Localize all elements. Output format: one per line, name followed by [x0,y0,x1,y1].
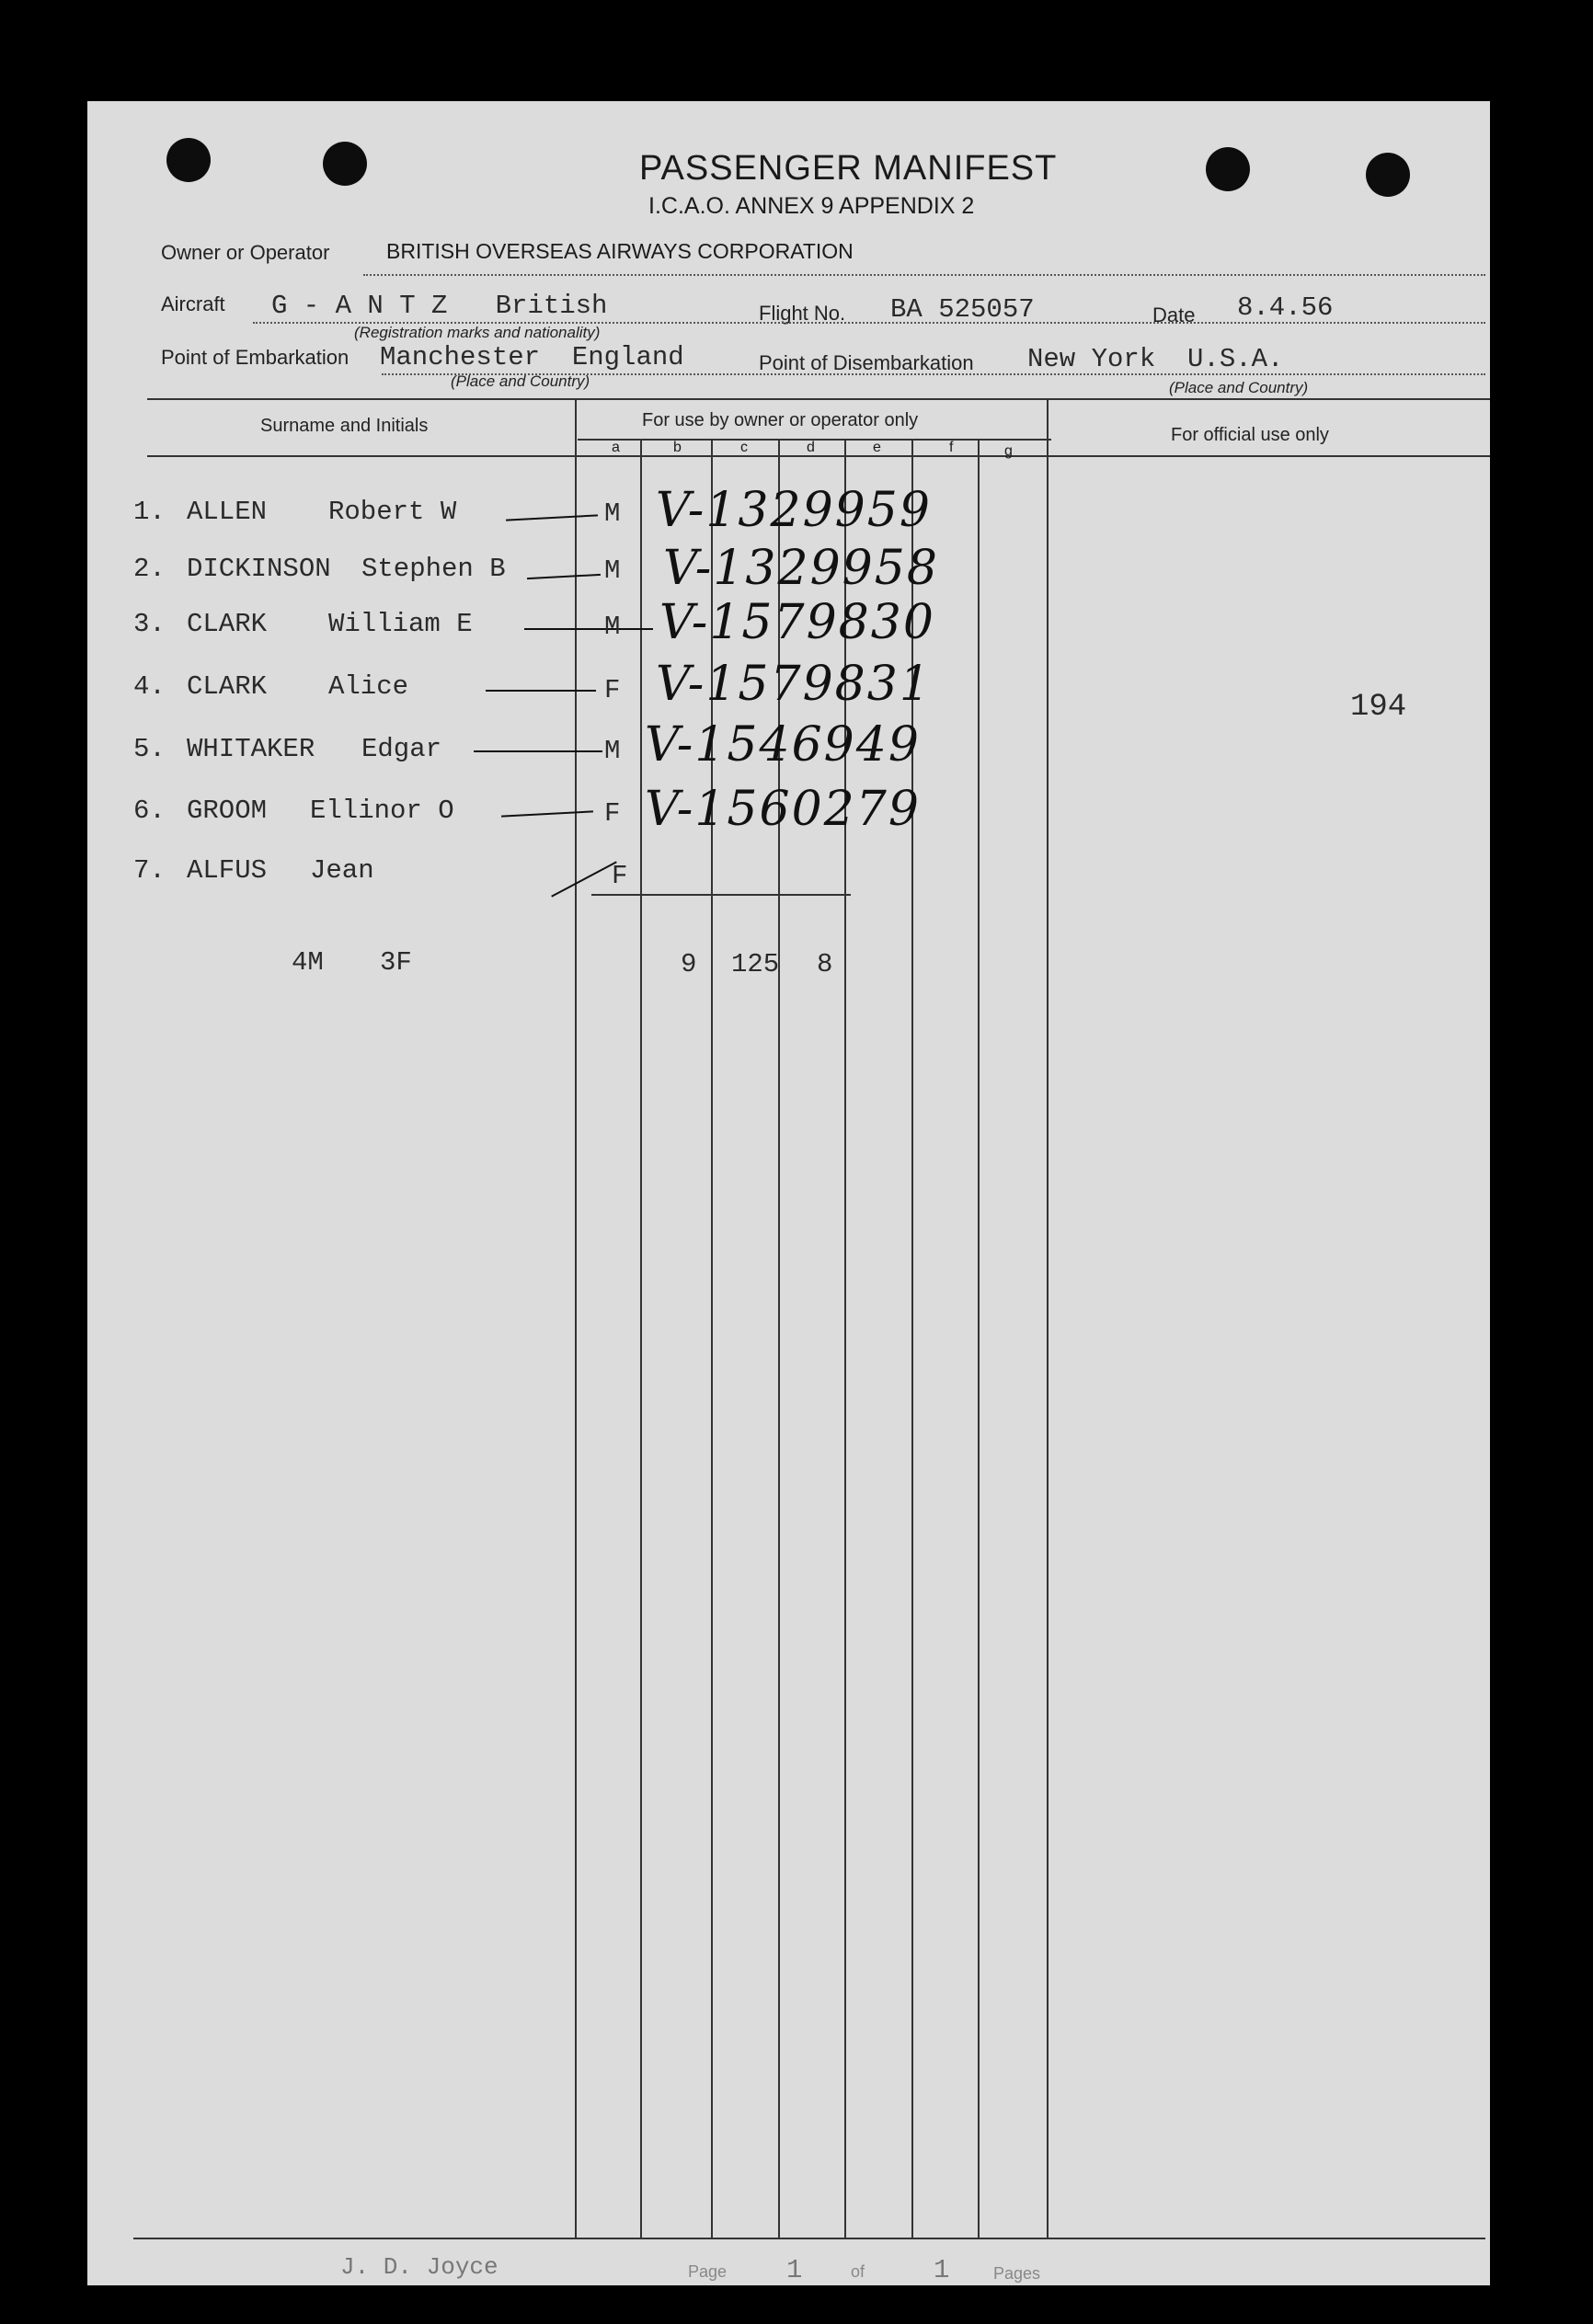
row-connector-line [524,628,653,630]
footer-page-total: 1 [934,2255,950,2285]
aircraft-value: G - A N T Z British [271,291,608,321]
row-initials: Robert W [328,497,457,527]
subcol-e: e [873,440,881,455]
row-initials: Edgar [361,734,442,764]
owner-value: BRITISH OVERSEAS AIRWAYS CORPORATION [386,239,854,263]
table-header-rule [147,455,1490,457]
row-handwritten-ref: V-1329958 [663,541,939,596]
col-rule-surname [575,398,577,2238]
row-sex: F [604,798,621,829]
col-rule-f [978,439,980,2238]
date-value: 8.4.56 [1237,292,1334,323]
total-male: 4M [292,947,324,978]
row-sex: M [604,555,621,586]
row-sex: M [604,612,621,642]
row-surname: WHITAKER [187,734,315,764]
row-initials: William E [328,609,473,639]
row-surname: DICKINSON [187,554,331,584]
row-handwritten-ref: V-1579831 [656,657,932,712]
flight-value: BA 525057 [890,294,1035,325]
subcol-a: a [612,440,620,455]
row-initials: Stephen B [361,554,506,584]
table-top-rule [147,398,1490,400]
embark-dotline [382,373,1485,375]
owner-dotline [363,274,1485,276]
disembark-value: New York U.S.A. [1027,344,1284,374]
aircraft-note: (Registration marks and nationality) [354,324,601,341]
total-col-b: 9 [681,949,697,979]
col-official-header: For official use only [1171,425,1329,445]
row-7-underline [591,894,851,896]
embark-value: Manchester England [380,342,684,372]
aircraft-dotline [253,322,1485,324]
row-sex: F [612,861,628,891]
row-handwritten-ref: V-1579830 [659,595,935,650]
row-sex: M [604,498,621,529]
row-initials: Ellinor O [310,796,454,826]
row-number: 2. [133,554,166,584]
punch-hole-right-1 [1206,147,1250,191]
total-col-d: 8 [817,949,833,979]
row-surname: GROOM [187,796,268,826]
row-connector-line [486,690,596,692]
manifest-paper [87,101,1490,2285]
footer-of-label: of [851,2262,865,2281]
row-surname: CLARK [187,609,268,639]
punch-hole-left-1 [166,138,211,182]
row-surname: ALFUS [187,855,268,886]
page-subtitle: I.C.A.O. ANNEX 9 APPENDIX 2 [648,193,975,219]
punch-hole-right-2 [1366,153,1410,197]
owner-label: Owner or Operator [161,241,330,264]
punch-hole-left-2 [323,142,367,186]
row-handwritten-ref: V-1560279 [645,782,921,837]
row-number: 1. [133,497,166,527]
embark-label: Point of Embarkation [161,346,350,369]
subcol-d: d [807,440,815,455]
row-number: 4. [133,671,166,702]
disembark-label: Point of Disembarkation [759,351,974,374]
row-sex: F [604,675,621,705]
subcol-g: g [1004,443,1013,459]
row-number: 3. [133,609,166,639]
embark-note: (Place and Country) [451,372,590,390]
official-number: 194 [1350,690,1407,725]
footer-page-num: 1 [786,2255,803,2285]
row-connector-line [501,810,593,817]
col-rule-official [1047,398,1049,2238]
row-surname: ALLEN [187,497,268,527]
row-connector-line [506,514,598,521]
subcol-f: f [949,440,954,455]
flight-label: Flight No. [759,302,846,325]
disembark-note: (Place and Country) [1169,379,1309,396]
footer-signature: J. D. Joyce [340,2253,499,2281]
row-connector-line [527,574,601,579]
row-number: 5. [133,734,166,764]
total-col-c: 125 [731,949,780,979]
total-female: 3F [380,947,412,978]
col-surname-header: Surname and Initials [260,416,429,436]
footer-page-label: Page [688,2262,728,2281]
col-owner-header: For use by owner or operator only [642,410,919,430]
page-title: PASSENGER MANIFEST [639,149,1058,188]
subcol-c: c [740,440,748,455]
row-sex: M [604,736,621,766]
subcol-b: b [673,440,682,455]
row-handwritten-ref: V-1329959 [656,483,932,538]
footer-pages-label: Pages [993,2264,1041,2283]
row-connector-line [551,861,617,897]
row-initials: Alice [328,671,409,702]
date-label: Date [1152,303,1196,326]
row-number: 6. [133,796,166,826]
row-initials: Jean [310,855,374,886]
row-surname: CLARK [187,671,268,702]
row-handwritten-ref: V-1546949 [645,717,921,773]
row-number: 7. [133,855,166,886]
aircraft-label: Aircraft [161,292,225,315]
col-rule-a [640,439,642,2238]
footer-rule [133,2238,1485,2239]
row-connector-line [474,750,602,752]
